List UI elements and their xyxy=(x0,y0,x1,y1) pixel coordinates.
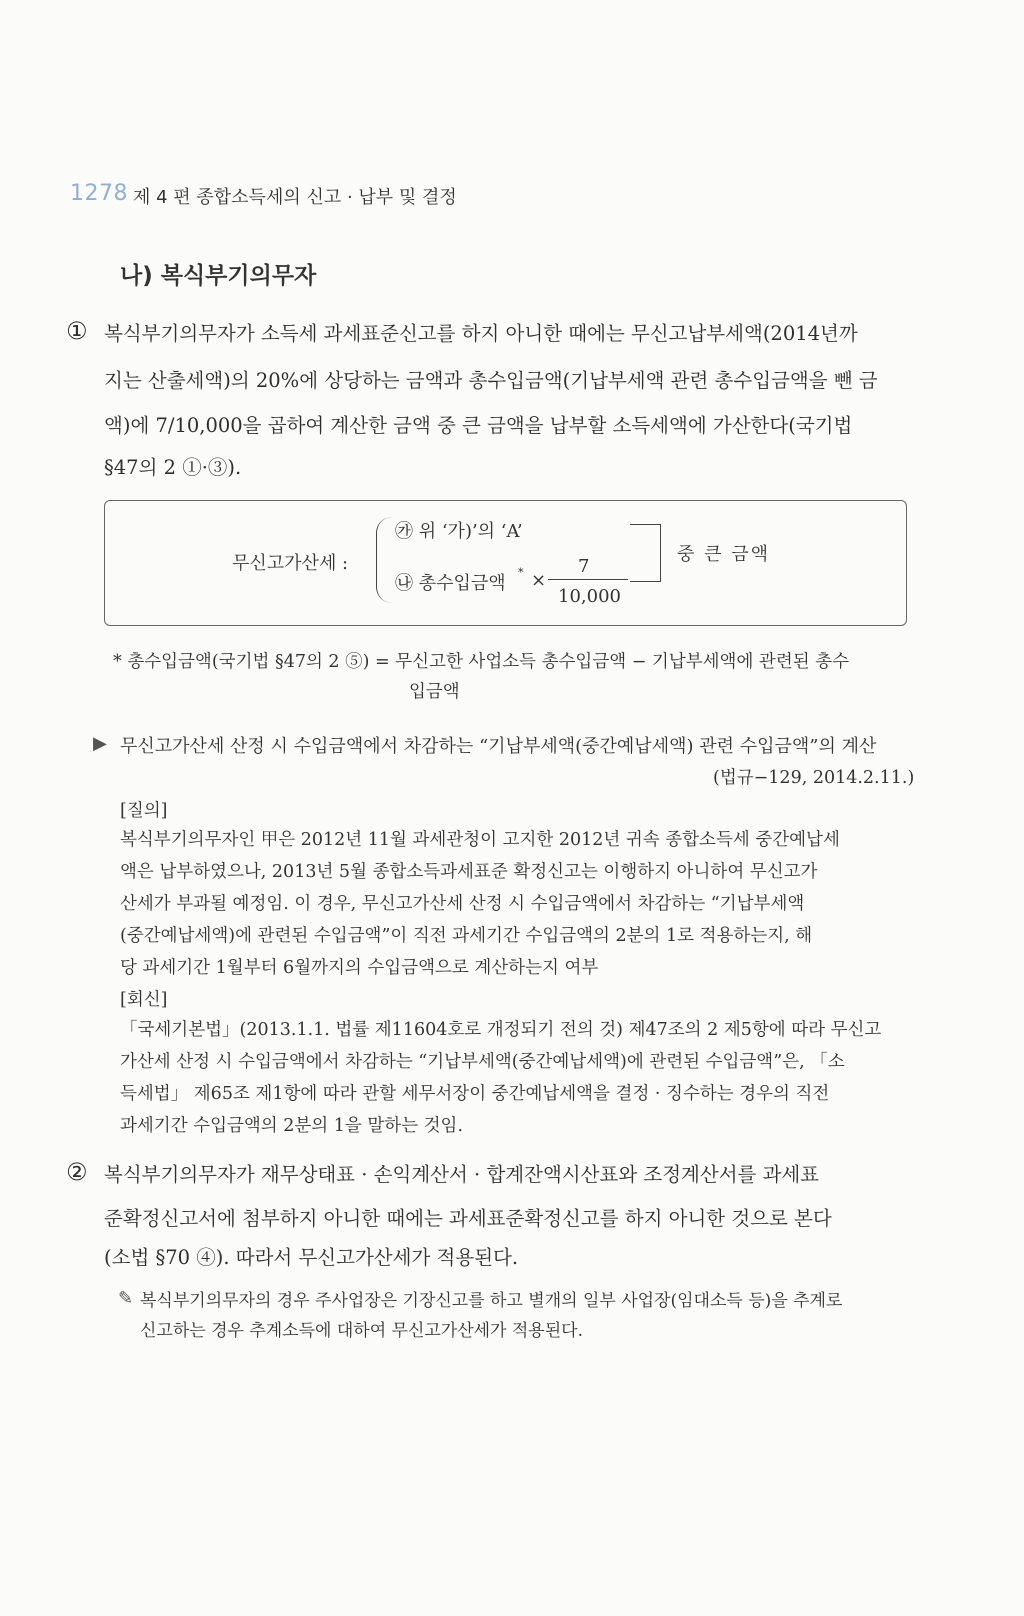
ruling-title: 무신고가산세 산정 시 수입금액에서 차감하는 “기납부세액(중간예납세액) 관련 수입금액”의 계산 xyxy=(120,736,877,757)
formula-denominator: 10,000 xyxy=(558,586,621,607)
question-label: [질의] xyxy=(120,801,168,821)
formula-result: 중 큰 금액 xyxy=(677,544,770,565)
para1-marker: ① xyxy=(66,317,88,345)
para1-line: 액)에 7/10,000을 곱하여 계산한 금액 중 큰 금액을 납부할 소득세액에 가산한다(국기법 xyxy=(104,414,853,437)
footnote-line: * 총수입금액(국기법 §47의 2 ⑤) = 무신고한 사업소득 총수입금액 − 기납부세액에 관련된 총수 xyxy=(113,652,849,672)
formula-right-bracket xyxy=(630,524,661,582)
answer-line: 「국세기본법」(2013.1.1. 법률 제11604호로 개정되기 전의 것) 제47조의 2 제5항에 따라 무신고 xyxy=(120,1020,882,1040)
page-number: 1278 xyxy=(70,181,128,206)
answer-line: 가산세 산정 시 수입금액에서 차감하는 “기납부세액(중간예납세액)에 관련된 수입금액”은, 「소 xyxy=(120,1052,845,1072)
formula-item-a: ㉮ 위 ‘가)’의 ‘A’ xyxy=(395,521,523,542)
para2-line: (소법 §70 ④). 따라서 무신고가산세가 적용된다. xyxy=(104,1246,519,1269)
pencil-note-icon: ✎ xyxy=(118,1288,134,1309)
question-line: 액은 납부하였으나, 2013년 5월 종합소득과세표준 확정신고는 이행하지 아니하여 무신고가 xyxy=(120,862,818,882)
question-line: 당 과세기간 1월부터 6월까지의 수입금액으로 계산하는지 여부 xyxy=(120,958,599,978)
footnote-line: 입금액 xyxy=(409,682,460,702)
triangle-arrow-icon: ▶ xyxy=(93,733,107,754)
formula-item-b: ㉯ 총수입금액 xyxy=(395,573,506,594)
question-line: (중간예납세액)에 관련된 수입금액”이 직전 과세기간 수입금액의 2분의 1로 적용하는지, 해 xyxy=(120,926,813,946)
formula-star: * xyxy=(518,566,524,579)
formula-times: × xyxy=(531,570,547,591)
answer-line: 득세법」 제65조 제1항에 따라 관할 세무서장이 중간예납세액을 결정 · 징수하는 경우의 직전 xyxy=(120,1084,830,1104)
ruling-reference: (법규−129, 2014.2.11.) xyxy=(713,768,915,788)
formula-left-paren xyxy=(376,517,393,603)
formula-numerator: 7 xyxy=(578,556,590,577)
para2-line: 준확정신고서에 첨부하지 아니한 때에는 과세표준확정신고를 하지 아니한 것으로 본다 xyxy=(104,1207,832,1230)
para1-line: 복식부기의무자가 소득세 과세표준신고를 하지 아니한 때에는 무신고납부세액(2014년까 xyxy=(104,322,858,345)
question-line: 복식부기의무자인 甲은 2012년 11월 과세관청이 고지한 2012년 귀속 종합소득세 중간예납세 xyxy=(120,830,840,850)
formula-label: 무신고가산세 : xyxy=(232,553,349,574)
para1-line: 지는 산출세액)의 20%에 상당하는 금액과 총수입금액(기납부세액 관련 총수입금액을 뺀 금 xyxy=(104,369,878,392)
para2-marker: ② xyxy=(66,1158,88,1186)
running-head: 제 4 편 종합소득세의 신고 · 납부 및 결정 xyxy=(133,187,457,208)
answer-line: 과세기간 수입금액의 2분의 1을 말하는 것임. xyxy=(120,1116,464,1136)
section-title: 나) 복식부기의무자 xyxy=(120,263,317,289)
note-line: 신고하는 경우 추계소득에 대하여 무신고가산세가 적용된다. xyxy=(140,1321,583,1341)
answer-label: [회신] xyxy=(120,990,168,1010)
question-line: 산세가 부과될 예정임. 이 경우, 무신고가산세 산정 시 수입금액에서 차감하는 “기납부세액 xyxy=(120,894,805,914)
para2-line: 복식부기의무자가 재무상태표 · 손익계산서 · 합계잔액시산표와 조정계산서를 과세표 xyxy=(104,1163,820,1186)
fraction-line xyxy=(548,579,628,580)
note-line: 복식부기의무자의 경우 주사업장은 기장신고를 하고 별개의 일부 사업장(임대소득 등)을 추계로 xyxy=(140,1291,843,1311)
para1-line: §47의 2 ①·③). xyxy=(104,456,242,479)
